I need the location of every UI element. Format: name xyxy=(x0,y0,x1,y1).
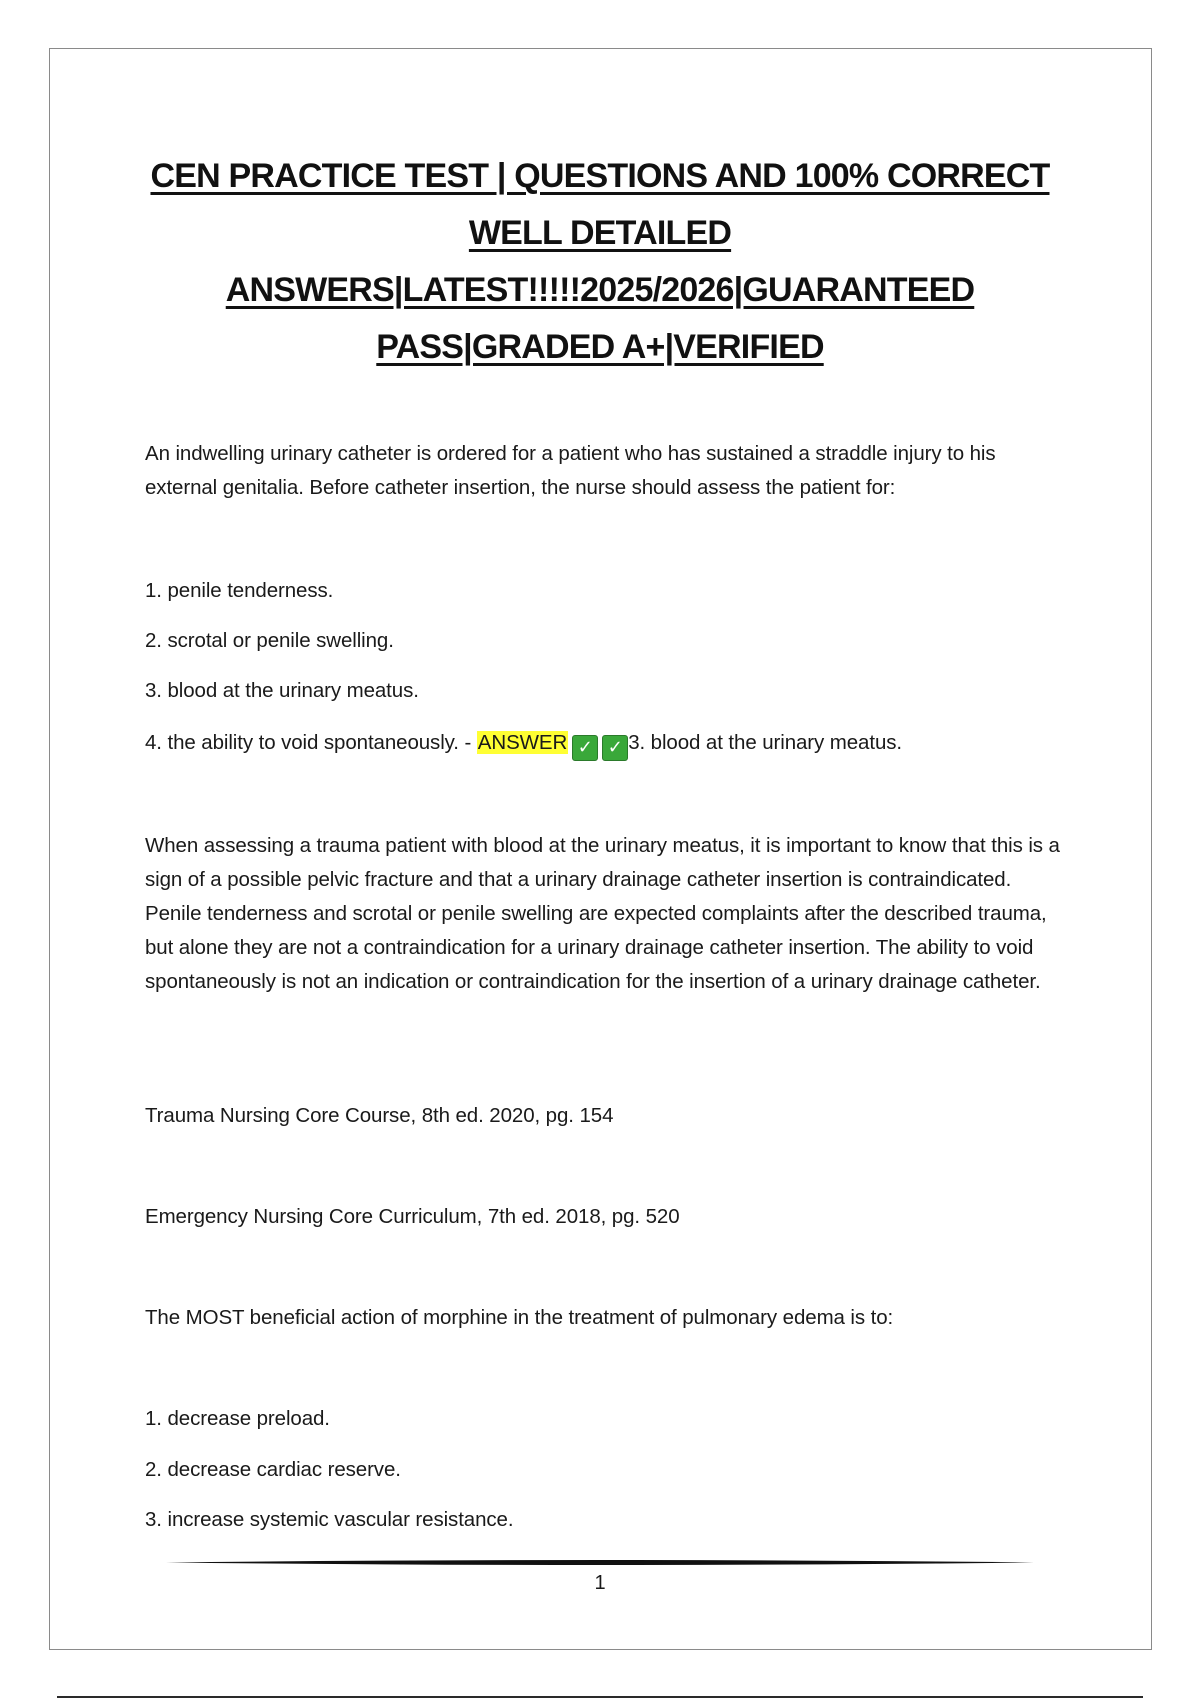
document-title xyxy=(135,148,1065,376)
answer-label: ANSWER xyxy=(477,731,568,754)
title-line-4: PASS|GRADED A+|VERIFIED xyxy=(376,328,824,366)
question-1-option-3: 3. blood at the urinary meatus. xyxy=(145,679,419,702)
title-line-3: ANSWERS|LATEST!!!!!2025/2026|GUARANTEED xyxy=(225,271,975,309)
title-line-2: WELL DETAILED xyxy=(468,214,732,252)
page-number: 1 xyxy=(594,1572,606,1594)
question-1-option-4: 4. the ability to void spontaneously. - xyxy=(145,731,477,754)
bottom-divider xyxy=(57,1696,1143,1698)
check-icon: ✓ xyxy=(572,735,598,761)
question-2-stem: The MOST beneficial action of morphine in the treatment of pulmonary edema is to: xyxy=(145,1306,894,1329)
footer-divider xyxy=(166,1559,1034,1566)
question-1-rationale: When assessing a trauma patient with blood at the urinary meatus, it is important to know that this is a sign of a possible pelvic fracture and that a urinary drainage catheter insertion is contraindicated. Penile tenderness and scrotal or penile swelling are expected complaints after the described trauma, but alone they are not a contraindication for a urinary drainage catheter insertion. The ability to void spontaneously is not an indication or contraindication for the insertion of a urinary drainage catheter. xyxy=(145,834,1060,993)
question-1-option-2: 2. scrotal or penile swelling. xyxy=(145,629,394,652)
check-icon: ✓ xyxy=(602,735,628,761)
reference-2: Emergency Nursing Core Curriculum, 7th ed. 2018, pg. 520 xyxy=(145,1205,680,1228)
title-line-1: CEN PRACTICE TEST | QUESTIONS AND 100% CORRECT xyxy=(150,157,1050,195)
question-1-option-4-with-answer xyxy=(145,728,902,761)
question-2-option-1: 1. decrease preload. xyxy=(145,1407,330,1430)
question-2-option-2: 2. decrease cardiac reserve. xyxy=(145,1458,401,1481)
reference-1: Trauma Nursing Core Course, 8th ed. 2020, pg. 154 xyxy=(145,1104,614,1127)
question-2-option-3: 3. increase systemic vascular resistance. xyxy=(145,1508,514,1531)
question-1-stem: An indwelling urinary catheter is ordered for a patient who has sustained a straddle injury to his external genitalia. Before catheter insertion, the nurse should assess the patient for: xyxy=(145,442,996,499)
answer-text: 3. blood at the urinary meatus. xyxy=(628,731,902,754)
question-1-option-1: 1. penile tenderness. xyxy=(145,579,334,602)
